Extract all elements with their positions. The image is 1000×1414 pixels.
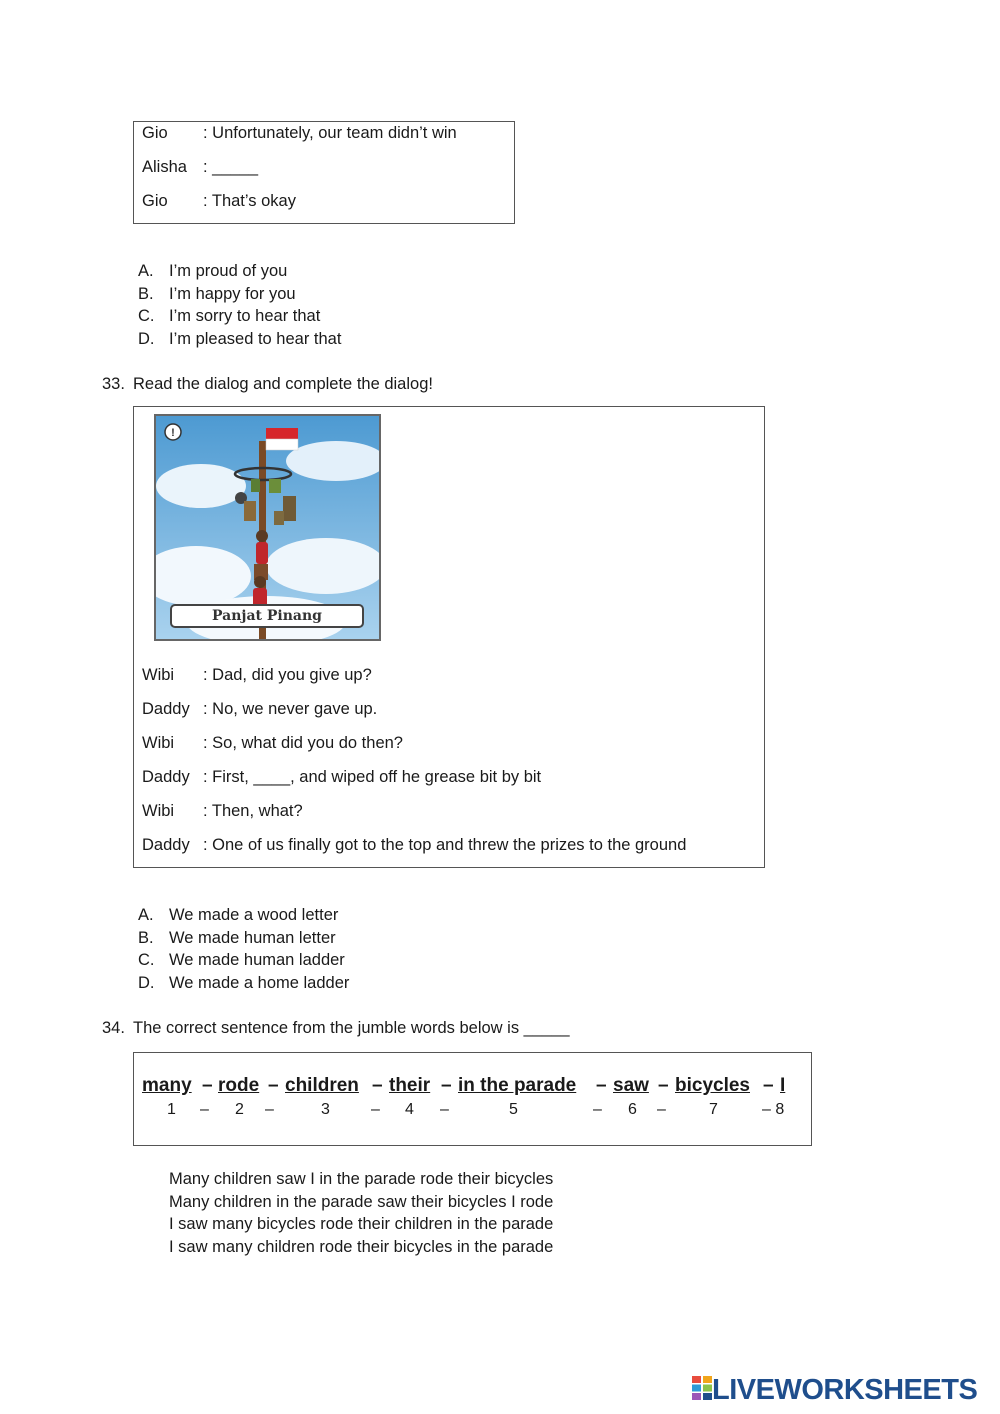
option-text: I’m sorry to hear that — [169, 307, 321, 325]
dialog-line — [142, 124, 457, 143]
liveworksheets-logo — [692, 1374, 977, 1406]
speaker-name: Daddy — [142, 768, 190, 786]
dialog-text: : No, we never gave up. — [203, 700, 378, 718]
answer-option[interactable]: I saw many children rode their bicycles in the parade — [169, 1238, 554, 1256]
speaker-name: Wibi — [142, 734, 175, 752]
option-letter: B. — [138, 929, 154, 947]
svg-text:!: ! — [171, 427, 175, 439]
question-34 — [102, 1019, 570, 1038]
jumble-words-box — [133, 1052, 812, 1146]
dialog-text: : Then, what? — [203, 802, 303, 820]
dialog-line — [142, 700, 377, 719]
word-number: 5 — [509, 1101, 518, 1118]
dialog-line — [142, 734, 403, 753]
logo-icon — [692, 1376, 712, 1400]
dialog-text: : So, what did you do then? — [203, 734, 403, 752]
jumble-word: bicycles — [675, 1075, 750, 1096]
caption-text: Panjat Pinang — [212, 608, 322, 624]
dialog-line — [142, 836, 686, 855]
jumble-word: their — [389, 1075, 431, 1096]
answer-option[interactable] — [138, 906, 338, 925]
jumble-word: saw — [613, 1075, 649, 1096]
question-number: 34. — [102, 1019, 125, 1037]
dialog-text: : _____ — [203, 158, 259, 176]
option-text: We made a home ladder — [169, 974, 350, 992]
jumble-separator: – — [441, 1075, 452, 1096]
speaker-name: Wibi — [142, 666, 175, 684]
option-letter: A. — [138, 262, 154, 280]
answer-option[interactable]: Many children saw I in the parade rode their bicycles — [169, 1170, 554, 1188]
option-text: I’m pleased to hear that — [169, 330, 342, 348]
number-separator: – — [371, 1101, 380, 1118]
dialog-line — [142, 666, 372, 685]
jumble-separator: – — [268, 1075, 279, 1096]
jumble-word: I — [780, 1075, 786, 1096]
answer-option[interactable] — [138, 951, 345, 970]
answer-option[interactable]: I saw many bicycles rode their children in the parade — [169, 1215, 554, 1233]
option-letter: A. — [138, 906, 154, 924]
jumble-separator: – — [658, 1075, 669, 1096]
jumble-word: children — [285, 1075, 359, 1096]
number-separator: – — [440, 1101, 449, 1118]
question-prompt: The correct sentence from the jumble words below is _____ — [133, 1019, 570, 1037]
speaker-name: Gio — [142, 124, 168, 142]
word-number: 4 — [405, 1101, 414, 1118]
dialog-text: : One of us finally got to the top and threw the prizes to the ground — [203, 836, 687, 854]
dialog-line — [142, 768, 541, 787]
image-caption-label — [170, 604, 364, 628]
word-number: – 8 — [762, 1101, 785, 1118]
number-separator: – — [200, 1101, 209, 1118]
answer-option[interactable] — [138, 307, 320, 326]
option-letter: D. — [138, 330, 155, 348]
speaker-name: Daddy — [142, 836, 190, 854]
speaker-name: Alisha — [142, 158, 187, 176]
answer-option[interactable] — [138, 285, 296, 304]
option-letter: D. — [138, 974, 155, 992]
word-number: 2 — [235, 1101, 244, 1118]
jumble-separator: – — [372, 1075, 383, 1096]
dialog-line — [142, 192, 296, 211]
jumble-word: in the parade — [458, 1075, 577, 1096]
number-separator: – — [593, 1101, 602, 1118]
question-33 — [102, 375, 433, 394]
speaker-name: Gio — [142, 192, 168, 210]
option-letter: C. — [138, 951, 155, 969]
answer-option[interactable] — [138, 929, 336, 948]
word-number: 3 — [321, 1101, 330, 1118]
jumble-separator: – — [202, 1075, 213, 1096]
option-text: We made a wood letter — [169, 906, 339, 924]
logo-text: LIVEWORKSHEETS — [712, 1374, 978, 1406]
option-text: I’m proud of you — [169, 262, 288, 280]
option-letter: B. — [138, 285, 154, 303]
dialog-text: : Unfortunately, our team didn’t win — [203, 124, 457, 142]
dialog-box-1 — [133, 121, 515, 224]
option-text: We made human letter — [169, 929, 336, 947]
speaker-name: Wibi — [142, 802, 175, 820]
dialog-text: : First, ____, and wiped off he grease bit by bit — [203, 768, 542, 786]
answer-option[interactable] — [138, 262, 287, 281]
answer-option[interactable] — [138, 330, 341, 349]
dialog-text: : That’s okay — [203, 192, 296, 210]
option-text: I’m happy for you — [169, 285, 296, 303]
option-letter: C. — [138, 307, 155, 325]
option-text: We made human ladder — [169, 951, 345, 969]
jumble-word: many — [142, 1075, 192, 1096]
dialog-line — [142, 802, 303, 821]
answer-option[interactable]: Many children in the parade saw their bicycles I rode — [169, 1193, 554, 1211]
dialog-text: : Dad, did you give up? — [203, 666, 372, 684]
jumble-separator: – — [763, 1075, 774, 1096]
number-separator: – — [657, 1101, 666, 1118]
word-number: 1 — [167, 1101, 176, 1118]
jumble-word: rode — [218, 1075, 260, 1096]
word-number: 6 — [628, 1101, 637, 1118]
number-separator: – — [265, 1101, 274, 1118]
speaker-name: Daddy — [142, 700, 190, 718]
word-number: 7 — [709, 1101, 718, 1118]
answer-option[interactable] — [138, 974, 349, 993]
dialog-box-2 — [133, 406, 765, 868]
question-prompt: Read the dialog and complete the dialog! — [133, 375, 433, 393]
panjat-pinang-illustration — [154, 414, 381, 641]
jumble-separator: – — [596, 1075, 607, 1096]
dialog-line — [142, 158, 258, 177]
question-number: 33. — [102, 375, 125, 393]
